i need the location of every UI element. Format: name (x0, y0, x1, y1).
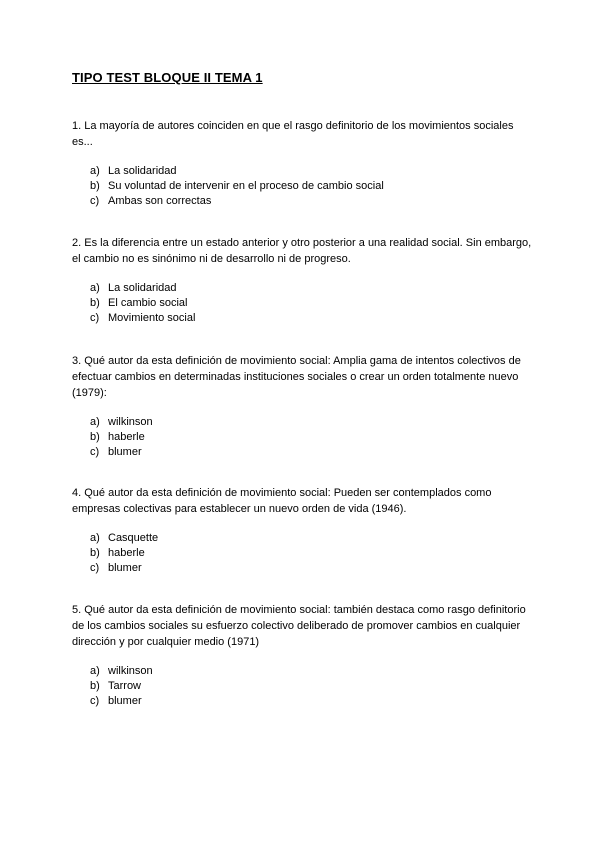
options-list (72, 164, 532, 209)
option-letter: c) (90, 195, 100, 207)
question-text: 5. Qué autor da esta definición de movimiento social: también destaca como rasgo definitorio de los cambios sociales su esfuerzo colectivo deliberado de promover cambios en cualquier dirección y por cualquier medio (1971) (72, 604, 526, 648)
option-b (72, 679, 532, 694)
option-letter: b) (90, 547, 100, 559)
option-letter: c) (90, 446, 100, 458)
option-c (72, 445, 532, 460)
question-2 (72, 235, 532, 326)
option-letter: b) (90, 680, 100, 692)
option-a (72, 415, 532, 430)
option-text: La solidaridad (108, 165, 177, 177)
option-letter: a) (90, 282, 100, 294)
option-text: haberle (108, 547, 145, 559)
option-text: Su voluntad de intervenir en el proceso de cambio social (108, 180, 384, 192)
option-a (72, 281, 532, 296)
option-text: Movimiento social (108, 312, 196, 324)
option-c (72, 694, 532, 709)
option-b (72, 546, 532, 561)
option-text: blumer (108, 562, 142, 574)
option-text: Casquette (108, 532, 159, 544)
option-a (72, 531, 532, 546)
option-text: La solidaridad (108, 282, 177, 294)
question-text: 1. La mayoría de autores coinciden en que el rasgo definitorio de los movimientos sociales es... (72, 120, 514, 148)
option-letter: b) (90, 297, 100, 309)
option-letter: c) (90, 695, 100, 707)
option-b (72, 430, 532, 445)
option-text: blumer (108, 446, 142, 458)
option-text: El cambio social (108, 297, 188, 309)
option-text: Tarrow (108, 680, 142, 692)
options-list (72, 281, 532, 326)
question-5 (72, 602, 532, 709)
option-letter: b) (90, 431, 100, 443)
option-letter: c) (90, 312, 100, 324)
option-b (72, 179, 532, 194)
option-text: blumer (108, 695, 142, 707)
question-3 (72, 353, 532, 460)
options-list (72, 531, 532, 576)
option-letter: a) (90, 532, 100, 544)
question-1 (72, 118, 532, 209)
option-text: wilkinson (108, 416, 153, 428)
question-text: 4. Qué autor da esta definición de movimiento social: Pueden ser contemplados como empresas colectivas para establecer un nuevo orden de vida (1946). (72, 487, 492, 515)
option-a (72, 164, 532, 179)
option-b (72, 296, 532, 311)
document-title: TIPO TEST BLOQUE II TEMA 1 (72, 70, 263, 85)
option-letter: a) (90, 165, 100, 177)
option-letter: a) (90, 416, 100, 428)
option-c (72, 311, 532, 326)
option-c (72, 194, 532, 209)
option-letter: a) (90, 665, 100, 677)
options-list (72, 415, 532, 460)
question-4 (72, 485, 532, 576)
option-letter: c) (90, 562, 100, 574)
option-text: haberle (108, 431, 145, 443)
option-text: Ambas son correctas (108, 195, 212, 207)
option-letter: b) (90, 180, 100, 192)
question-text: 2. Es la diferencia entre un estado anterior y otro posterior a una realidad social. Sin embargo, el cambio no es sinónimo ni de desarrollo ni de progreso. (72, 237, 532, 265)
option-a (72, 664, 532, 679)
option-text: wilkinson (108, 665, 153, 677)
options-list (72, 664, 532, 709)
option-c (72, 561, 532, 576)
question-text: 3. Qué autor da esta definición de movimiento social: Amplia gama de intentos colectivos de efectuar cambios en determinadas instituciones sociales o crear un orden totalmente nuevo (1979): (72, 355, 521, 399)
